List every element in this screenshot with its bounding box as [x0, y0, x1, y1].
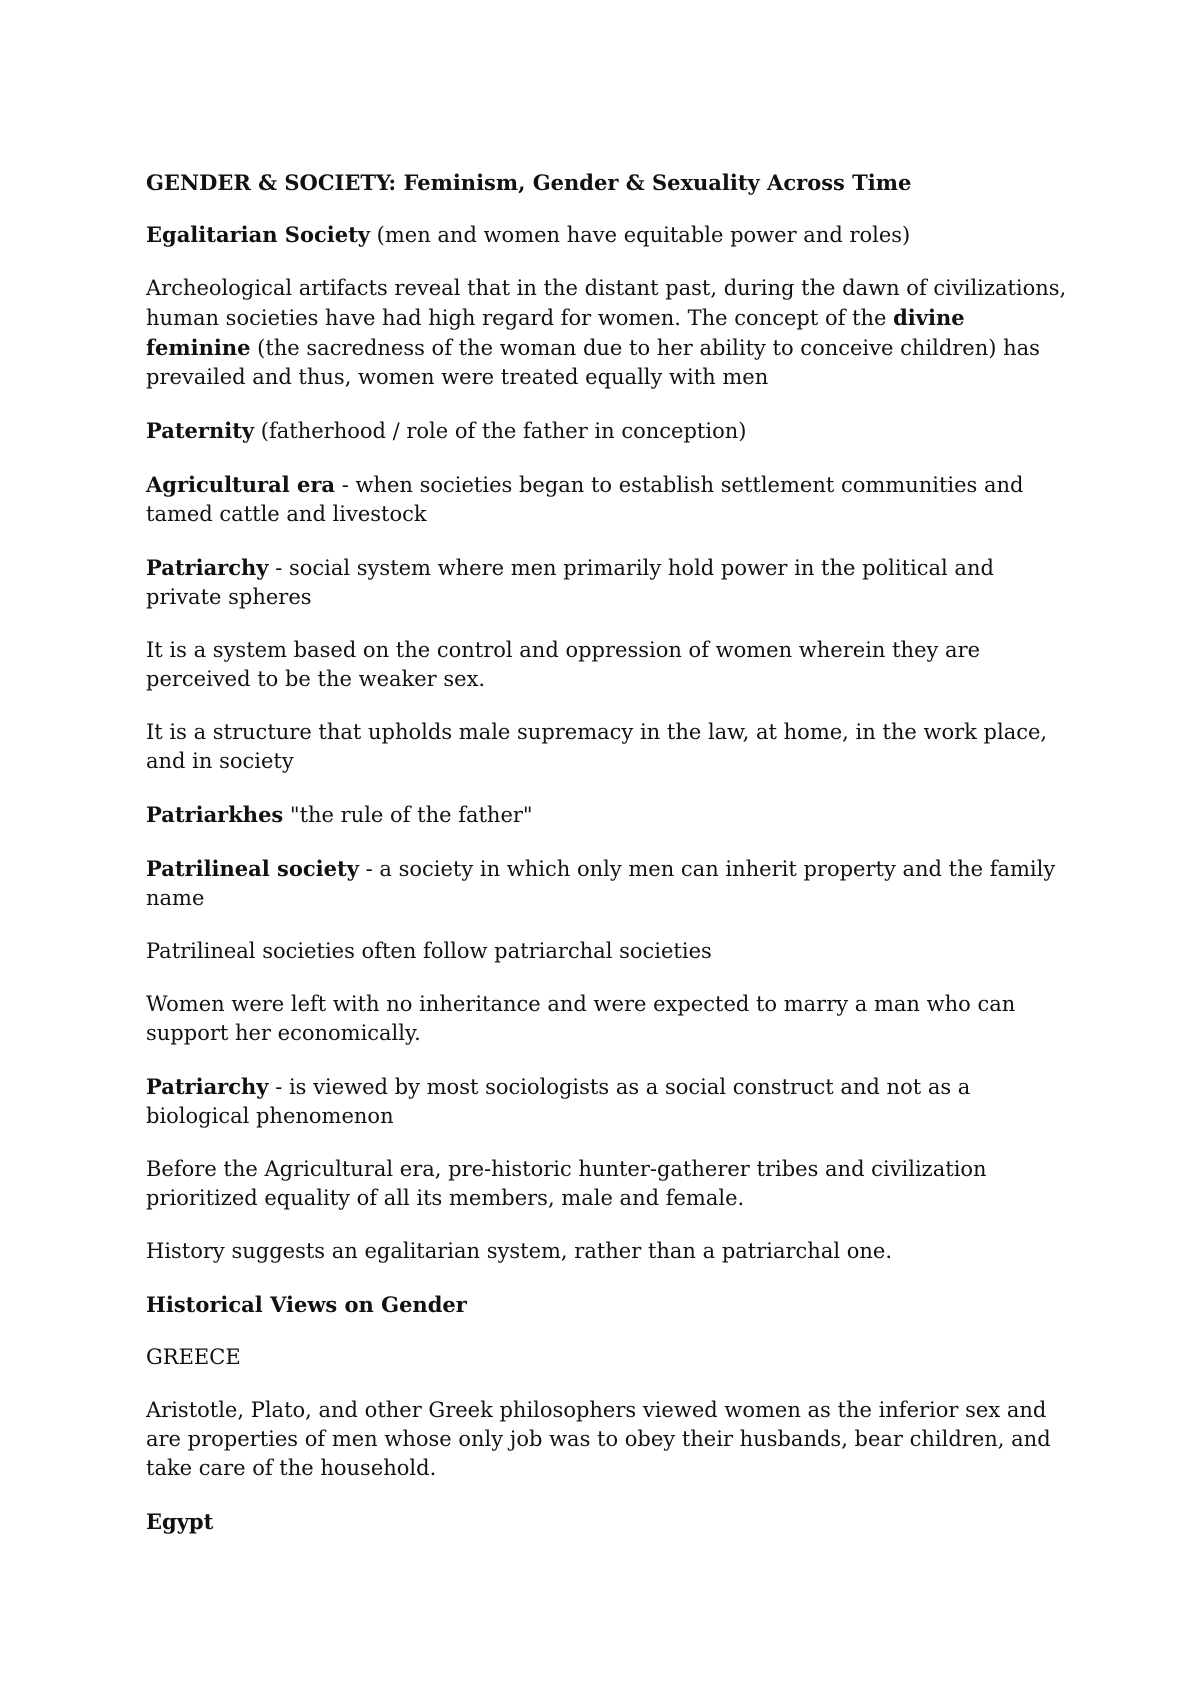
definition-agricultural-era: - when societies began to establish settlement communities and tamed cattle and livestock [146, 473, 1024, 526]
paragraph-agricultural-era [146, 470, 1076, 529]
paragraph-history: History suggests an egalitarian system, rather than a patriarchal one. [146, 1239, 893, 1263]
archeological-text-start: Archeological artifacts reveal that in the distant past, during the dawn of civilizations, human societies have had high regard for women. The concept of the [146, 276, 1067, 330]
paragraph-before-agricultural: Before the Agricultural era, pre-historic hunter-gatherer tribes and civilization prioritized equality of all its members, male and female. [146, 1157, 987, 1210]
paragraph-egalitarian [146, 220, 1076, 250]
definition-egalitarian-society: (men and women have equitable power and roles) [370, 223, 911, 247]
definition-paternity: (fatherhood / role of the father in conception) [254, 419, 747, 443]
paragraph-patriarchy-system: It is a system based on the control and oppression of women wherein they are perceived to be the weaker sex. [146, 638, 981, 691]
definition-patrilineal-society: - a society in which only men can inherit property and the family name [146, 857, 1056, 910]
term-patriarkhes: Patriarkhes [146, 802, 284, 827]
paragraph-patrilineal-follow: Patrilineal societies often follow patriarchal societies [146, 939, 712, 963]
term-patriarchy-second: Patriarchy [146, 1074, 269, 1099]
heading-historical-views: Historical Views on Gender [146, 1292, 467, 1317]
paragraph-patriarchy-structure: It is a structure that upholds male supremacy in the law, at home, in the work place, and in society [146, 720, 1048, 773]
paragraph-archeological [146, 274, 1076, 392]
paragraph-patriarchy-definition [146, 553, 1076, 612]
paragraph-paternity [146, 416, 1076, 446]
paragraph-patrilineal-society [146, 854, 1076, 913]
heading-egypt: Egypt [146, 1509, 214, 1534]
term-agricultural-era: Agricultural era [146, 472, 336, 497]
definition-patriarkhes: "the rule of the father" [283, 803, 533, 827]
term-egalitarian-society: Egalitarian Society [146, 222, 370, 247]
heading-greece: GREECE [146, 1345, 241, 1369]
paragraph-women-inheritance: Women were left with no inheritance and were expected to marry a man who can support her economically. [146, 992, 1016, 1045]
paragraph-patriarchy-construct [146, 1072, 1076, 1131]
paragraph-aristotle: Aristotle, Plato, and other Greek philosophers viewed women as the inferior sex and are properties of men whose only job was to obey their husbands, bear children, and take care of the household. [146, 1398, 1051, 1480]
term-patrilineal-society: Patrilineal society [146, 856, 359, 881]
paragraph-patriarkhes [146, 800, 1076, 830]
document-body [146, 168, 1076, 1560]
term-paternity: Paternity [146, 418, 255, 443]
definition-patriarchy-construct: - is viewed by most sociologists as a social construct and not as a biological phenomenon [146, 1075, 971, 1128]
archeological-text-end: (the sacredness of the woman due to her ability to conceive children) has prevailed and thus, women were treated equally with men [146, 336, 1040, 389]
document-title: GENDER & SOCIETY: Feminism, Gender & Sexuality Across Time [146, 170, 912, 195]
term-patriarchy: Patriarchy [146, 555, 269, 580]
definition-patriarchy: - social system where men primarily hold power in the political and private spheres [146, 556, 994, 609]
term-divine-feminine: divine feminine [146, 305, 965, 360]
